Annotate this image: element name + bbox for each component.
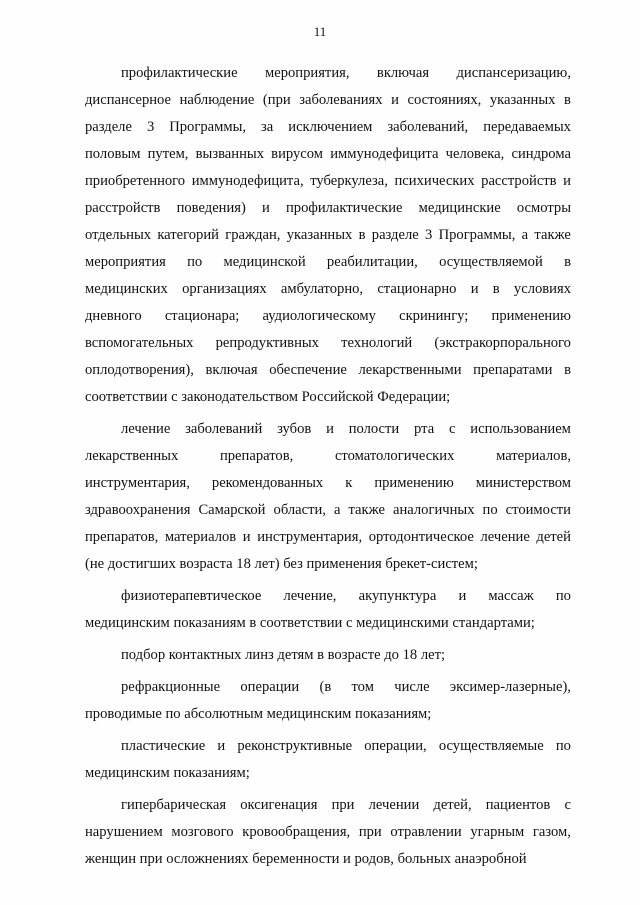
text-line: отдельных категорий граждан, указанных в разделе 3 Программы, а также — [85, 227, 571, 243]
document-body — [85, 60, 571, 873]
text-line: рефракционные операции (в том числе эксимер-лазерные), — [121, 679, 571, 695]
paragraph — [85, 60, 571, 411]
text-line: оплодотворения), включая обеспечение лекарственными препаратами в — [85, 362, 571, 378]
text-line: препаратов, материалов и инструментария, ортодонтическое лечение детей — [85, 529, 571, 545]
paragraph — [85, 642, 571, 669]
text-line: половым путем, вызванных вирусом иммунодефицита человека, синдрома — [85, 146, 571, 162]
page-number: 11 — [313, 24, 327, 39]
paragraph — [85, 733, 571, 787]
text-line: здравоохранения Самарской области, а также аналогичных по стоимости — [85, 502, 571, 518]
text-line: пластические и реконструктивные операции, осуществляемые по — [121, 738, 571, 754]
text-line: разделе 3 Программы, за исключением заболеваний, передаваемых — [85, 119, 571, 135]
text-line: женщин при осложнениях беременности и родов, больных анаэробной — [85, 851, 527, 867]
text-line: гипербарическая оксигенация при лечении детей, пациентов с — [121, 797, 571, 813]
text-line: расстройств поведения) и профилактические медицинские осмотры — [85, 200, 571, 216]
text-line: диспансерное наблюдение (при заболеваниях и состояниях, указанных в — [85, 92, 571, 108]
text-line: медицинским показаниям; — [85, 765, 250, 781]
paragraph — [85, 792, 571, 873]
text-line: мероприятия по медицинской реабилитации, осуществляемой в — [85, 254, 571, 270]
text-line: инструментария, рекомендованных к применению министерством — [85, 475, 571, 491]
paragraph — [85, 583, 571, 637]
text-line: (не достигших возраста 18 лет) без применения брекет-систем; — [85, 556, 478, 572]
text-line: физиотерапевтическое лечение, акупунктура и массаж по — [121, 588, 571, 604]
text-line: проводимые по абсолютным медицинским показаниям; — [85, 706, 432, 722]
text-line: приобретенного иммунодефицита, туберкулеза, психических расстройств и — [85, 173, 571, 189]
text-line: лекарственных препаратов, стоматологических материалов, — [85, 448, 571, 464]
paragraph — [85, 416, 571, 578]
text-line: лечение заболеваний зубов и полости рта с использованием — [121, 421, 571, 437]
text-line: дневного стационара; аудиологическому скринингу; применению — [85, 308, 571, 324]
text-line: медицинским показаниям в соответствии с медицинскими стандартами; — [85, 615, 535, 631]
text-line: подбор контактных линз детям в возрасте до 18 лет; — [121, 647, 446, 663]
text-line: нарушением мозгового кровообращения, при отравлении угарным газом, — [85, 824, 571, 840]
text-line: медицинских организациях амбулаторно, стационарно и в условиях — [85, 281, 571, 297]
text-line: профилактические мероприятия, включая диспансеризацию, — [121, 65, 571, 81]
text-line: вспомогательных репродуктивных технологий (экстракорпорального — [85, 335, 571, 351]
text-line: соответствии с законодательством Российской Федерации; — [85, 389, 451, 405]
paragraph — [85, 674, 571, 728]
